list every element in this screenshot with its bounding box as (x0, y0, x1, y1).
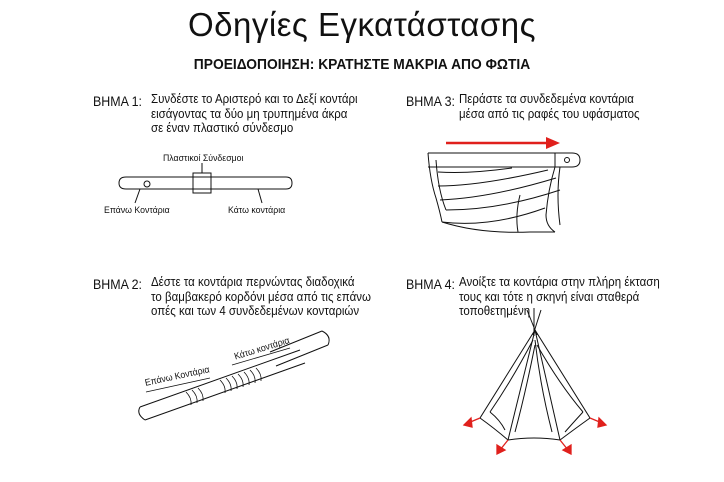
step-3-direction-arrow (446, 137, 560, 149)
step-2-bottom-pole-label: Κάτω κοντάρια (233, 335, 291, 363)
step-2-text: Δέστε τα κοντάρια περνώντας διαδοχικά το βαμβακερό κορδόνι μέσα από τις επάνω οπές και των 4 συνδεδεμένων κονταριών (151, 275, 371, 318)
fire-warning: ΠΡΟΕΙΔΟΠΟΙΗΣΗ: ΚΡΑΤΗΣΤΕ ΜΑΚΡΙΑ ΑΠΟ ΦΩΤΙΑ (193, 56, 531, 73)
step-1-bottom-pole-label: Κάτω κοντάρια (228, 205, 286, 216)
step-3-seam-drawing (428, 153, 580, 232)
step-4-spread-arrows (464, 418, 606, 454)
step-4-text: Ανοίξτε τα κοντάρια στην πλήρη έκταση τους και τότε η σκηνή είναι σταθερά τοποθετημένη (459, 275, 660, 318)
step-3-text: Περάστε τα συνδεδεμένα κοντάρια μέσα από τις ραφές του υφάσματος (459, 92, 640, 121)
step-2-tied-poles-drawing (139, 331, 329, 420)
step-1-text: Συνδέστε το Αριστερό και το Δεξί κοντάρι εισάγοντας τα δύο μη τρυπημένα άκρα σε έναν πλαστικό σύνδεσμο (151, 92, 358, 135)
page-title: Οδηγίες Εγκατάστασης (188, 6, 536, 43)
step-1-top-pole-label: Επάνω Κοντάρια (104, 205, 170, 216)
step-1-pole-drawing (119, 163, 292, 203)
step-2-label: ΒΗΜΑ 2: (93, 277, 143, 292)
step-1-label: ΒΗΜΑ 1: (93, 94, 143, 109)
step-4-label: ΒΗΜΑ 4: (406, 277, 456, 292)
step-4-teepee-drawing (480, 308, 590, 440)
step-2-top-pole-label: Επάνω Κοντάρια (144, 364, 211, 389)
step-3-label: ΒΗΜΑ 3: (406, 94, 456, 109)
step-1-connector-label: Πλαστικοί Σύνδεσμοι (163, 153, 244, 164)
